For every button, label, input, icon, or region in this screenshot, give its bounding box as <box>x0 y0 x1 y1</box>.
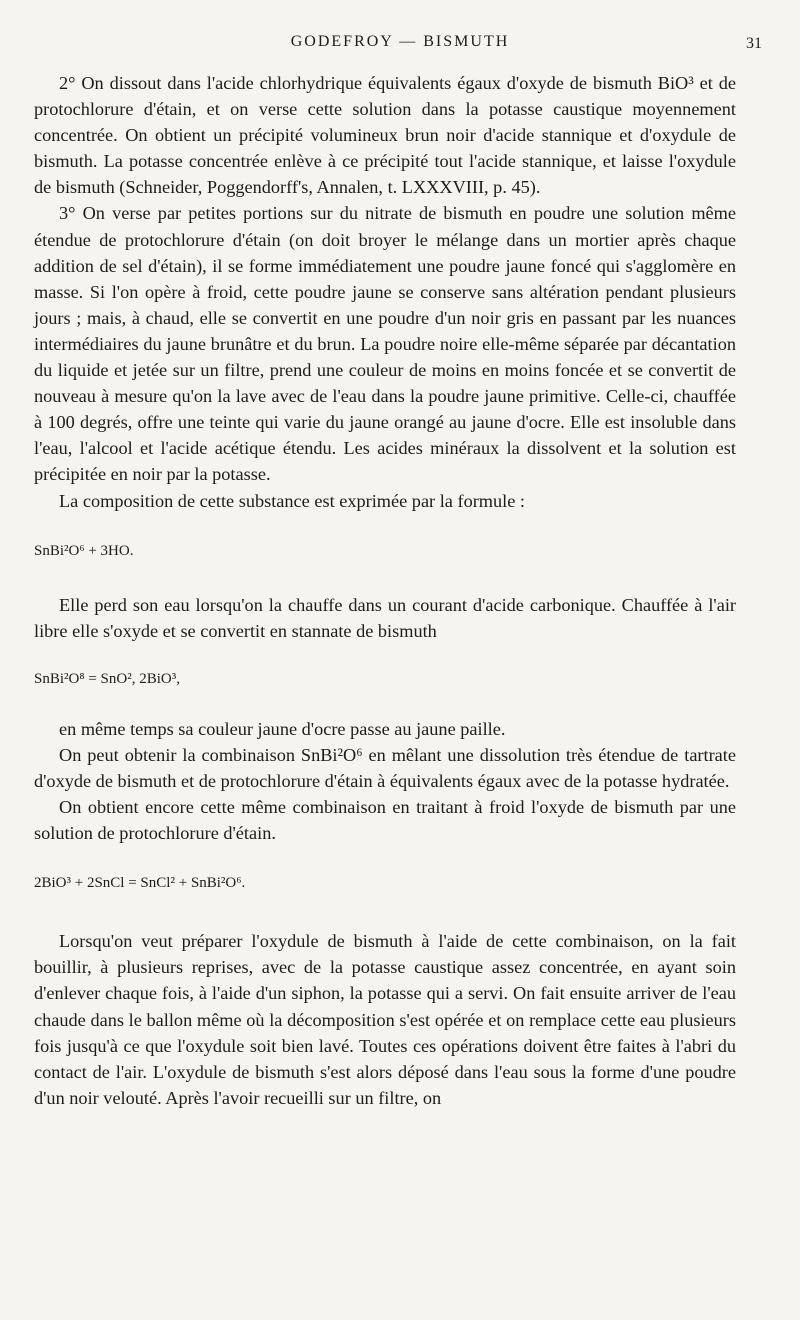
paragraph: On obtient encore cette même combinaison en traitant à froid l'oxyde de bismuth par une solution de protochlorure d'étain. <box>34 797 736 844</box>
paragraph: La composition de cette substance est exprimée par la formule : <box>59 490 526 511</box>
formula: SnBi²O⁶ + 3HO. <box>34 542 134 559</box>
running-title: GODEFROY — BISMUTH <box>290 33 510 50</box>
running-head <box>0 33 800 55</box>
paragraph: Lorsqu'on veut préparer l'oxydule de bismuth à l'aide de cette combinaison, on la fait bouillir, à plusieurs reprises, avec de la potasse caustique assez concentrée, en ayant soin d'enlever chaque fois, à l'aide d'un siphon, la potasse qui a servi. On fait ensuite arriver de l'eau chaude dans le ballon même où la décomposition s'est opérée et on remplace cette eau plusieurs fois jusqu'à ce que l'oxydule soit bien lavé. Toutes ces opérations doivent être faites à l'abri du contact de l'air. L'oxydule de bismuth s'est alors déposé dans l'eau sous la forme d'une poudre d'un noir velouté. Après l'avoir recueilli sur un filtre, on <box>34 931 736 1108</box>
body-text <box>34 70 736 1111</box>
paragraph: 2° On dissout dans l'acide chlorhydrique équivalents égaux d'oxyde de bismuth BiO³ et de protochlorure d'étain, et on verse cette solution dans la potasse caustique moyennement concentrée. On obtient un précipité volumineux brun noir d'acide stannique et d'oxydule de bismuth. La potasse concentrée enlève à ce précipité tout l'acide stannique, et laisse l'oxydule de bismuth (Schneider, Poggendorff's, Annalen, t. LXXXVIII, p. 45). <box>34 73 736 198</box>
paragraph: 3° On verse par petites portions sur du nitrate de bismuth en poudre une solution même étendue de protochlorure d'étain (on doit broyer le mélange dans un mortier après chaque addition de sel d'étain), il se forme immédiatement une poudre jaune foncé qui s'agglomère en masse. Si l'on opère à froid, cette poudre jaune se conserve sans altération pendant plusieurs jours ; mais, à chaud, elle se convertit en une poudre d'un noir gris en passant par les nuances intermédiaires du jaune brunâtre et du brun. La poudre noire elle-même séparée par décantation du liquide et jetée sur un filtre, prend une couleur de moins en moins foncée et se convertit de nouveau à mesure qu'on la lave avec de l'eau dans la poudre jaune primitive. Celle-ci, chauffée à 100 degrés, offre une teinte qui varie du jaune orangé au jaune d'ocre. Elle est insoluble dans l'eau, l'alcool et l'acide acétique étendu. Les acides minéraux la dissolvent et la solution est précipitée en noir par la potasse. <box>34 203 736 485</box>
page-number: 31 <box>746 35 762 52</box>
paragraph: en même temps sa couleur jaune d'ocre passe au jaune paille. <box>59 718 506 739</box>
formula: 2BiO³ + 2SnCl = SnCl² + SnBi²O⁶. <box>34 875 246 892</box>
formula: SnBi²O⁸ = SnO², 2BiO³, <box>34 670 180 687</box>
paragraph: Elle perd son eau lorsqu'on la chauffe dans un courant d'acide carbonique. Chauffée à l'air libre elle s'oxyde et se convertit en stannate de bismuth <box>34 594 736 641</box>
paragraph: On peut obtenir la combinaison SnBi²O⁶ en mêlant une dissolution très étendue de tartrate d'oxyde de bismuth et de protochlorure d'étain à équivalents égaux avec de la potasse hydratée. <box>34 744 736 791</box>
